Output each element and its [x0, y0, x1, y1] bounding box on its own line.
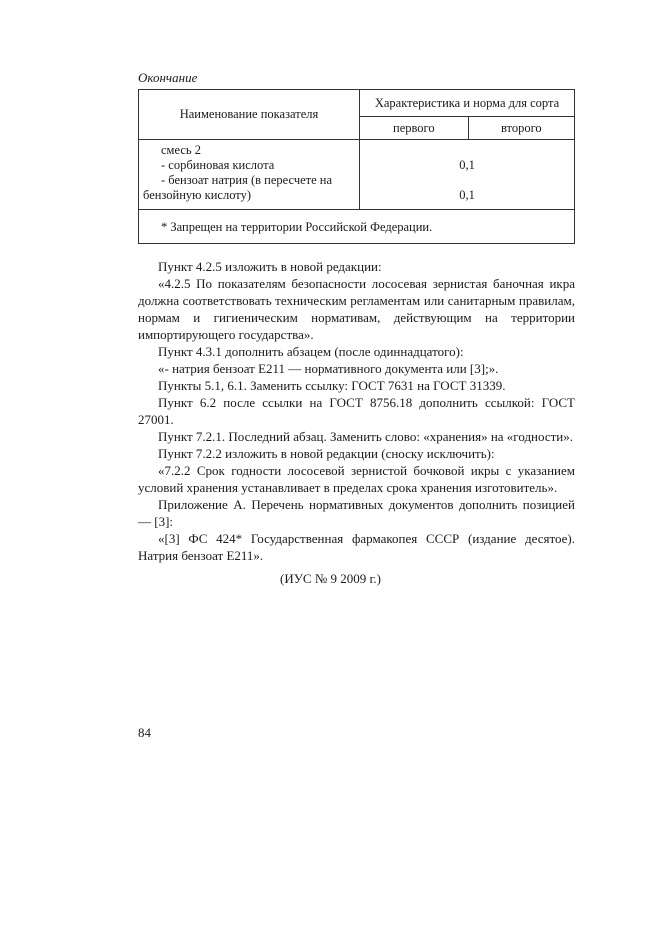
- paragraph: Пункты 5.1, 6.1. Заменить ссылку: ГОСТ 7631 на ГОСТ 31339.: [158, 378, 506, 393]
- paragraph: Приложение А. Перечень нормативных документов дополнить позицией — [3]:: [138, 497, 575, 529]
- value-sorbic-acid: 0,1: [459, 158, 475, 172]
- table-footnote: * Запрещен на территории Российской Федерации.: [139, 210, 575, 244]
- indicator-line: - сорбиновая кислота: [161, 158, 275, 172]
- values-cell: [360, 140, 575, 210]
- paragraph: «- натрия бензоат Е211 — нормативного документа или [3];».: [158, 361, 499, 376]
- paragraph: Пункт 4.3.1 дополнить абзацем (после одиннадцатого):: [158, 344, 464, 359]
- indicators-table: [138, 89, 575, 244]
- table-caption: Окончание: [138, 70, 198, 85]
- ius-reference: (ИУС № 9 2009 г.): [280, 571, 381, 586]
- header-characteristic: Характеристика и норма для сорта: [360, 90, 575, 117]
- paragraph: «4.2.5 По показателям безопасности лососевая зернистая баночная икра должна соответствовать техническим регламентам или санитарным правилам, нормам и гигиеническим нормативам, действующим на территории импортирующего государства».: [138, 276, 575, 342]
- paragraph: Пункт 7.2.2 изложить в новой редакции (сноску исключить):: [158, 446, 495, 461]
- paragraph: Пункт 6.2 после ссылки на ГОСТ 8756.18 дополнить ссылкой: ГОСТ 27001.: [138, 395, 575, 427]
- paragraph: Пункт 4.2.5 изложить в новой редакции:: [158, 259, 382, 274]
- header-grade-second: второго: [468, 117, 574, 140]
- page-number: 84: [138, 725, 151, 740]
- header-indicator-name: Наименование показателя: [139, 90, 360, 140]
- paragraph: «[3] ФС 424* Государственная фармакопея СССР (издание десятое). Натрия бензоат Е211».: [138, 531, 575, 563]
- amendment-text: [138, 258, 575, 564]
- indicator-cell: [139, 140, 360, 210]
- paragraph: Пункт 7.2.1. Последний абзац. Заменить слово: «хранения» на «годности».: [158, 429, 573, 444]
- indicator-line: смесь 2: [161, 143, 201, 157]
- indicator-line: бензойную кислоту): [143, 188, 251, 202]
- paragraph: «7.2.2 Срок годности лососевой зернистой бочковой икры с указанием условий хранения устанавливает в пределах срока хранения изготовитель».: [138, 463, 575, 495]
- value-sodium-benzoate: 0,1: [459, 188, 475, 202]
- indicator-line: - бензоат натрия (в пересчете на: [161, 173, 333, 187]
- header-grade-first: первого: [360, 117, 469, 140]
